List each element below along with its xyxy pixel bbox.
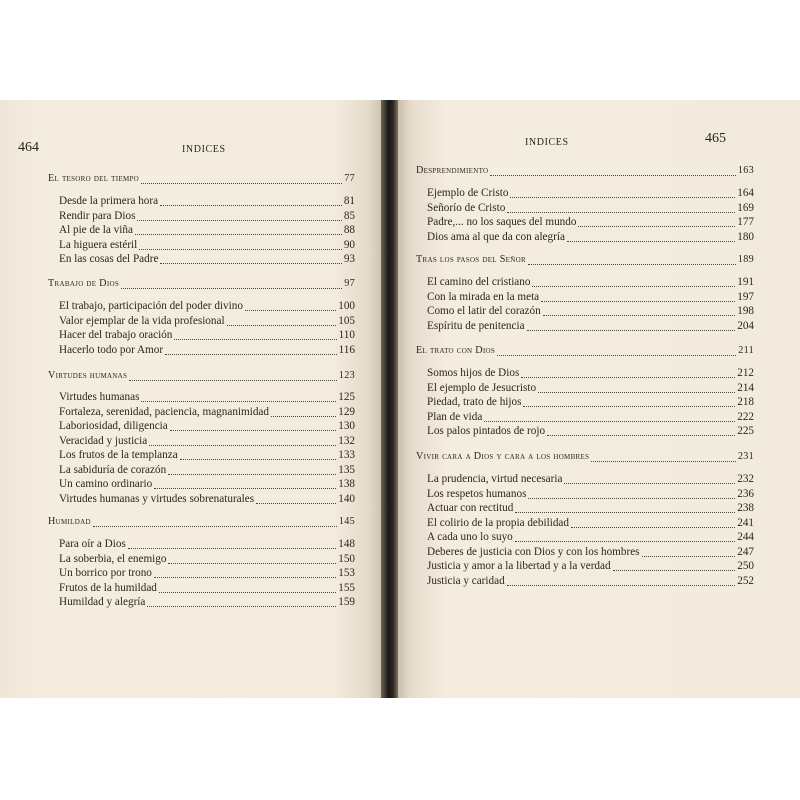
- toc-entry: [59, 299, 355, 313]
- toc-entry-page: 198: [737, 305, 754, 317]
- dot-leader: [507, 576, 736, 586]
- toc-entry: [59, 492, 355, 506]
- toc-entry-page: 159: [338, 596, 355, 608]
- dot-leader: [128, 539, 336, 549]
- toc-entry: [427, 319, 754, 333]
- toc-entry-label: El trabajo, participación del poder divino: [59, 300, 243, 312]
- toc-entry: [59, 314, 355, 328]
- dot-leader: [543, 306, 736, 316]
- toc-entry: [427, 487, 754, 501]
- toc-section-heading: [416, 164, 754, 178]
- dot-leader: [121, 279, 342, 289]
- dot-leader: [497, 346, 736, 356]
- toc-section-heading-page: 77: [344, 173, 355, 184]
- toc-entry: [427, 275, 754, 289]
- toc-entry-page: 132: [338, 434, 355, 447]
- toc-entry-page: 110: [338, 329, 355, 341]
- dot-leader: [642, 547, 736, 557]
- toc-entry: [427, 559, 754, 573]
- dot-leader: [227, 316, 337, 326]
- dot-leader: [147, 597, 336, 607]
- dot-leader: [159, 583, 336, 593]
- dot-leader: [484, 412, 735, 422]
- toc-entry-page: 100: [338, 300, 355, 312]
- dot-leader: [174, 330, 336, 340]
- toc-entry-label: Plan de vida: [427, 410, 483, 423]
- toc-entry-label: El colirio de la propia debilidad: [427, 516, 569, 529]
- toc-section-heading-label: El tesoro del tiempo: [48, 173, 140, 184]
- dot-leader: [578, 217, 735, 227]
- toc-entry-label: Señorío de Cristo: [427, 201, 506, 214]
- dot-leader: [527, 321, 736, 331]
- toc-entry-label: A cada uno lo suyo: [427, 531, 513, 543]
- toc-entry-label: Con la mirada en la meta: [427, 290, 540, 303]
- toc-entry: [427, 290, 754, 304]
- toc-entry-label: En las cosas del Padre: [59, 253, 159, 265]
- dot-leader: [515, 532, 735, 542]
- dot-leader: [591, 452, 736, 462]
- dot-leader: [160, 254, 341, 264]
- toc-entry-page: 197: [737, 290, 754, 303]
- toc-section-heading-page: 189: [737, 254, 754, 265]
- toc-entry: [427, 381, 754, 395]
- book-spread: [0, 100, 800, 698]
- toc-section-heading-page: 211: [738, 345, 754, 356]
- toc-entry-label: Los respetos humanos: [427, 487, 527, 500]
- toc-entry: [59, 595, 355, 609]
- toc-entry: [59, 223, 355, 237]
- dot-leader: [521, 368, 735, 378]
- dot-leader: [538, 383, 735, 393]
- toc-entry-page: 212: [737, 367, 754, 379]
- toc-entry: [427, 201, 754, 215]
- toc-section-heading-label: Trabajo de Dios: [48, 278, 120, 289]
- toc-section-heading-label: Virtudes humanas: [48, 370, 128, 381]
- toc-entry-page: 153: [338, 567, 355, 579]
- toc-entry-page: 93: [343, 253, 355, 265]
- dot-leader: [567, 232, 735, 242]
- toc-entry: [427, 424, 754, 438]
- dot-leader: [271, 407, 336, 417]
- toc-entry-page: 191: [737, 276, 754, 288]
- toc-entry-page: 236: [737, 487, 754, 500]
- toc-entry: [427, 366, 754, 380]
- toc-entry-page: 150: [338, 552, 355, 565]
- toc-entry-page: 129: [338, 405, 355, 418]
- toc-section-heading-label: Desprendimiento: [416, 165, 489, 176]
- dot-leader: [170, 421, 336, 431]
- toc-entry-page: 225: [737, 425, 754, 437]
- toc-entry-label: Al pie de la viña: [59, 224, 133, 236]
- dot-leader: [571, 518, 735, 528]
- dot-leader: [541, 292, 735, 302]
- toc-entry-label: Laboriosidad, diligencia: [59, 420, 168, 432]
- toc-entry-label: Frutos de la humildad: [59, 581, 157, 594]
- toc-section-heading: [416, 450, 754, 464]
- toc-entry-label: Un camino ordinario: [59, 478, 153, 490]
- toc-entry: [59, 477, 355, 491]
- toc-entry-label: Humildad y alegría: [59, 596, 146, 608]
- dot-leader: [154, 479, 336, 489]
- toc-entry-label: Padre,... no los saques del mundo: [427, 216, 577, 228]
- dot-leader: [547, 426, 735, 436]
- toc-section-heading-page: 123: [338, 370, 355, 381]
- dot-leader: [93, 517, 337, 527]
- toc-entry-label: El ejemplo de Jesucristo: [427, 381, 537, 394]
- toc-entry-page: 85: [343, 209, 355, 222]
- dot-leader: [168, 465, 336, 475]
- toc-entry-page: 250: [737, 560, 754, 572]
- toc-entry-label: Valor ejemplar de la vida profesional: [59, 314, 225, 327]
- toc-entry-page: 247: [737, 545, 754, 558]
- dot-leader: [490, 166, 735, 176]
- toc-entry-page: 125: [338, 391, 355, 403]
- dot-leader: [515, 503, 735, 513]
- toc-entry-page: 218: [737, 396, 754, 408]
- toc-entry-label: Ejemplo de Cristo: [427, 187, 509, 199]
- toc-entry: [59, 581, 355, 595]
- toc-section-heading-page: 145: [338, 516, 355, 527]
- toc-entry-label: Dios ama al que da con alegría: [427, 230, 565, 243]
- toc-entry-page: 177: [737, 216, 754, 228]
- toc-entry-page: 180: [737, 230, 754, 243]
- toc-entry-page: 138: [338, 478, 355, 490]
- toc-entry-label: Los palos pintados de rojo: [427, 425, 546, 437]
- toc-section-heading: [48, 515, 355, 529]
- toc-entry: [59, 328, 355, 342]
- toc-entry: [59, 343, 355, 357]
- toc-entry-label: Justicia y amor a la libertad y a la verdad: [427, 560, 611, 572]
- toc-entry-label: Virtudes humanas y virtudes sobrenaturales: [59, 492, 255, 505]
- page-number: 464: [18, 140, 39, 155]
- toc-entry: [59, 552, 355, 566]
- toc-entry: [427, 215, 754, 229]
- toc-entry: [59, 252, 355, 266]
- dot-leader: [613, 561, 736, 571]
- dot-leader: [129, 371, 337, 381]
- toc-section-heading-label: Tras los pasos del Señor: [416, 254, 526, 265]
- toc-entry-page: 252: [737, 574, 754, 587]
- dot-leader: [141, 392, 336, 402]
- dot-leader: [180, 450, 337, 460]
- toc-entry: [427, 410, 754, 424]
- toc-entry-label: Hacerlo todo por Amor: [59, 343, 164, 356]
- toc-entry: [59, 419, 355, 433]
- toc-entry: [59, 434, 355, 448]
- toc-entry-page: 88: [343, 224, 355, 236]
- toc-entry: [59, 463, 355, 477]
- toc-section-heading: [48, 369, 355, 383]
- toc-entry-page: 244: [737, 531, 754, 543]
- dot-leader: [507, 203, 735, 213]
- toc-entry: [427, 516, 754, 530]
- toc-section-heading-page: 97: [344, 278, 355, 289]
- toc-entry-page: 148: [338, 538, 355, 550]
- toc-entry-label: Desde la primera hora: [59, 195, 159, 207]
- dot-leader: [528, 489, 735, 499]
- toc-entry-label: Actuar con rectitud: [427, 502, 514, 514]
- toc-entry: [59, 209, 355, 223]
- toc-entry: [427, 230, 754, 244]
- dot-leader: [528, 255, 736, 265]
- toc-entry-label: Hacer del trabajo oración: [59, 329, 173, 341]
- toc-entry-label: Un borrico por trono: [59, 567, 152, 579]
- dot-leader: [564, 474, 735, 484]
- toc-entry: [59, 194, 355, 208]
- toc-entry: [427, 304, 754, 318]
- toc-entry-page: 130: [338, 420, 355, 432]
- dot-leader: [168, 554, 336, 564]
- book-gutter: [381, 100, 398, 698]
- dot-leader: [141, 174, 342, 184]
- dot-leader: [532, 277, 735, 287]
- toc-entry-label: La prudencia, virtud necesaria: [427, 473, 563, 485]
- toc-entry-page: 140: [338, 492, 355, 505]
- toc-entry-page: 222: [737, 410, 754, 423]
- toc-section-heading: [48, 172, 355, 186]
- left-page: [0, 100, 381, 698]
- dot-leader: [510, 188, 735, 198]
- toc-entry-label: El camino del cristiano: [427, 276, 531, 288]
- toc-entry: [427, 545, 754, 559]
- dot-leader: [165, 345, 337, 355]
- dot-leader: [137, 211, 341, 221]
- toc-entry: [59, 238, 355, 252]
- right-page: [398, 100, 800, 698]
- toc-entry: [427, 501, 754, 515]
- dot-leader: [135, 225, 342, 235]
- dot-leader: [160, 196, 342, 206]
- toc-section-heading: [416, 344, 754, 358]
- toc-entry-page: 133: [338, 449, 355, 461]
- toc-entry-page: 241: [737, 516, 754, 529]
- running-head: INDICES: [525, 137, 569, 148]
- toc-entry: [427, 472, 754, 486]
- toc-section-heading-label: Humildad: [48, 516, 91, 527]
- toc-entry-page: 232: [737, 473, 754, 485]
- toc-entry: [59, 566, 355, 580]
- toc-entry: [59, 405, 355, 419]
- toc-entry-label: Virtudes humanas: [59, 391, 140, 403]
- toc-entry-label: Veracidad y justicia: [59, 434, 148, 447]
- toc-section-heading-page: 163: [737, 165, 754, 176]
- toc-entry-page: 164: [737, 187, 754, 199]
- toc-section-heading-label: Vivir cara a Dios y cara a los hombres: [416, 451, 590, 462]
- dot-leader: [256, 494, 336, 504]
- dot-leader: [139, 240, 342, 250]
- toc-entry: [427, 574, 754, 588]
- toc-entry-label: Para oír a Dios: [59, 538, 126, 550]
- toc-entry-page: 135: [338, 463, 355, 476]
- toc-entry-label: Fortaleza, serenidad, paciencia, magnanimidad: [59, 405, 269, 418]
- toc-entry: [59, 448, 355, 462]
- toc-entry-label: Espíritu de penitencia: [427, 319, 525, 332]
- page-number: 465: [705, 131, 726, 146]
- dot-leader: [154, 568, 336, 578]
- toc-entry-page: 238: [737, 502, 754, 514]
- toc-entry-page: 81: [343, 195, 355, 207]
- dot-leader: [523, 397, 735, 407]
- toc-entry-page: 169: [737, 201, 754, 214]
- toc-entry-page: 214: [737, 381, 754, 394]
- toc-entry-label: Somos hijos de Dios: [427, 367, 520, 379]
- toc-section-heading: [416, 253, 754, 267]
- toc-entry-page: 105: [338, 314, 355, 327]
- dot-leader: [245, 301, 336, 311]
- toc-entry-label: Deberes de justicia con Dios y con los hombres: [427, 545, 640, 558]
- toc-entry-page: 155: [338, 581, 355, 594]
- toc-section-heading-page: 231: [737, 451, 754, 462]
- toc-entry-label: La soberbia, el enemigo: [59, 552, 167, 565]
- toc-entry: [59, 390, 355, 404]
- running-head: INDICES: [182, 144, 226, 155]
- toc-entry-page: 90: [343, 238, 355, 251]
- toc-entry-label: La higuera estéril: [59, 238, 138, 251]
- toc-section-heading-label: El trato con Dios: [416, 345, 496, 356]
- toc-entry-label: Como el latir del corazón: [427, 305, 541, 317]
- toc-entry-label: La sabiduría de corazón: [59, 463, 167, 476]
- toc-entry-page: 116: [338, 343, 355, 356]
- dot-leader: [149, 436, 336, 446]
- toc-entry-label: Los frutos de la templanza: [59, 449, 178, 461]
- toc-entry-label: Piedad, trato de hijos: [427, 396, 522, 408]
- toc-entry-label: Rendir para Dios: [59, 209, 136, 222]
- toc-entry: [59, 537, 355, 551]
- toc-entry: [427, 530, 754, 544]
- toc-entry-page: 204: [737, 319, 754, 332]
- toc-entry: [427, 395, 754, 409]
- toc-entry: [427, 186, 754, 200]
- toc-section-heading: [48, 277, 355, 291]
- toc-entry-label: Justicia y caridad: [427, 574, 505, 587]
